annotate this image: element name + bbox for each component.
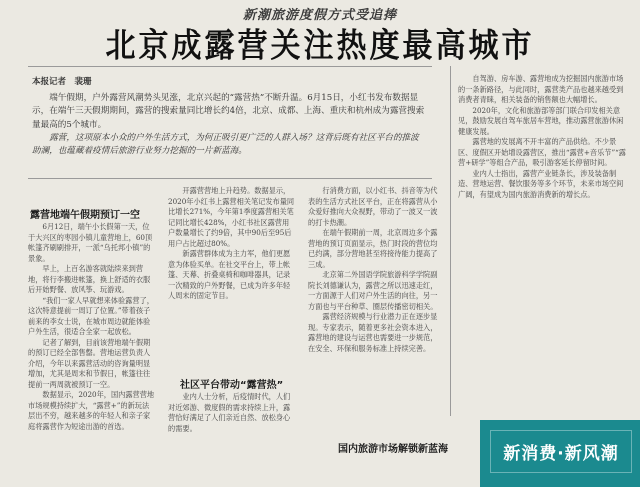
paragraph: 记者了解到，目前该营地端午假期的预订已经全部售罄。营地运营负责人介绍，今年以来露营活动的咨询量明显增加，尤其是周末和节假日，帐篷往往提前一两周就被预订一空。 — [28, 337, 151, 389]
paragraph: 数据显示，2020年，国内露营营地市场规模持续扩大，“露营+”的新玩法层出不穷，越来越多的年轻人和亲子家庭将露营作为短途出游的首选。 — [28, 390, 155, 431]
paragraph: 自驾游、房车游、露营地成为挖掘国内旅游市场的一条新路径，与此同时，露营类产品也越来越受到消费者青睐，相关装备的销售额也大幅增长。 — [458, 74, 624, 104]
paragraph: 2020年，文化和旅游部等部门联合印发相关意见，鼓励发展自驾车旅居车营地，推动露营旅游休闲健康发展。 — [458, 105, 624, 136]
byline: 本报记者 裴珊 — [32, 77, 92, 87]
paragraph: 业内人士指出，露营产业链条长，涉及装备制造、营地运营、餐饮服务等多个环节，未来市场空间广阔，有望成为国内旅游消费新的增长点。 — [458, 168, 624, 199]
column-2b — [168, 392, 296, 484]
paragraph: 开露营营地上升趋势。数据显示，2020年小红书上露营相关笔记发布量同比增长271%，今年第1季度露营相关笔记同比增长428%，小红书社区露营用户数量增长了约9倍，其中90后至95后用户占比超过80%。 — [168, 186, 295, 248]
column-1 — [28, 222, 156, 484]
paragraph: “我们一家人早就想来体验露营了，这次特意提前一周订了位置。”带着孩子前来的李女士说，在城市周边就能体验户外生活，很适合全家一起放松。 — [28, 295, 154, 336]
paragraph: 露营地的发展离不开丰富的产品供给。不少景区、度假区开始增设露营区，推出“露营+音乐节”“露营+研学”等组合产品，吸引游客延长停留时间。 — [458, 137, 626, 167]
paragraph: 露营经济规模与行业潜力正在逐步显现。专家表示，随着更多社会资本进入，露营地的建设与运营也需要进一步规范，在安全、环保和服务标准上持续完善。 — [308, 312, 438, 353]
paragraph: 6月12日，端午小长假第一天，位于大兴区的枣园小镇儿童营地上，60顶帐篷齐刷刷排开，一派“乌托邦小镇”的景象。 — [28, 222, 153, 263]
lead-paragraph: 端午假期，户外露营风潮势头见涨，北京兴起的“露营热”不断升温。6月15日，小红书发布数据显示，在端午三天假期期间，露营的搜索量同比增长约4倍，北京、成都、上海、重庆和杭州成为露营搜索量最高的5个城市。 — [32, 93, 425, 130]
column-divider — [450, 66, 451, 416]
paragraph: 业内人士分析，后疫情时代，人们对近郊游、微度假的需求持续上升，露营恰好满足了人们亲近自然、放松身心的需要。 — [168, 392, 291, 433]
paragraph: 在端午假期前一周，北京周边多个露营地的预订页面显示，热门时段的营位均已约满，部分营地甚至将接待能力提高了三成。 — [308, 228, 438, 269]
lead-rule-bottom — [28, 178, 432, 179]
subhead-2: 社区平台带动“露营热” — [180, 380, 284, 391]
lead-paragraph: 露营，这项原本小众的户外生活方式，为何正吸引更广泛的人群入场？这背后既有社区平台的推波助澜，也蕴藏着疫情后旅游行业努力挖掘的一片新蓝海。 — [32, 132, 419, 157]
lead-block — [32, 76, 427, 158]
paragraph: 早上，上百名游客就陆续来到营地，将行李搬进帐篷，换上舒适的衣服后开始野餐、放风筝、玩游戏。 — [28, 264, 151, 294]
column-4 — [458, 74, 630, 414]
subhead-3: 国内旅游市场解锁新蓝海 — [338, 444, 448, 455]
lead-rule-top — [28, 66, 432, 67]
kicker: 新潮旅游度假方式受追捧 — [242, 8, 397, 23]
column-2 — [168, 186, 296, 366]
paragraph: 行消费方面，以小红书、抖音等为代表的生活方式社区平台，正在将露营从小众爱好推向大众视野，带动了一波又一波的打卡热潮。 — [308, 186, 438, 227]
section-banner-label: 新消费·新风潮 — [490, 430, 632, 473]
subhead-1: 露营地端午假期预订一空 — [30, 210, 140, 221]
headline: 北京成露营关注热度最高城市 — [105, 26, 535, 66]
section-banner — [480, 420, 640, 487]
column-3 — [308, 186, 438, 436]
paragraph: 新露营群体成为主力军，他们更愿意为体验买单。在社交平台上，带上帐篷、天幕、折叠桌椅和咖啡器具，记录一次精致的户外野餐，已成为许多年轻人周末的固定节目。 — [168, 249, 291, 300]
paragraph: 北京第二外国语学院旅游科学学院副院长刘德谦认为，露营之所以迅速走红，一方面源于人们对户外生活的向往，另一方面也与平台种草、圈层传播密切相关。 — [308, 270, 438, 311]
